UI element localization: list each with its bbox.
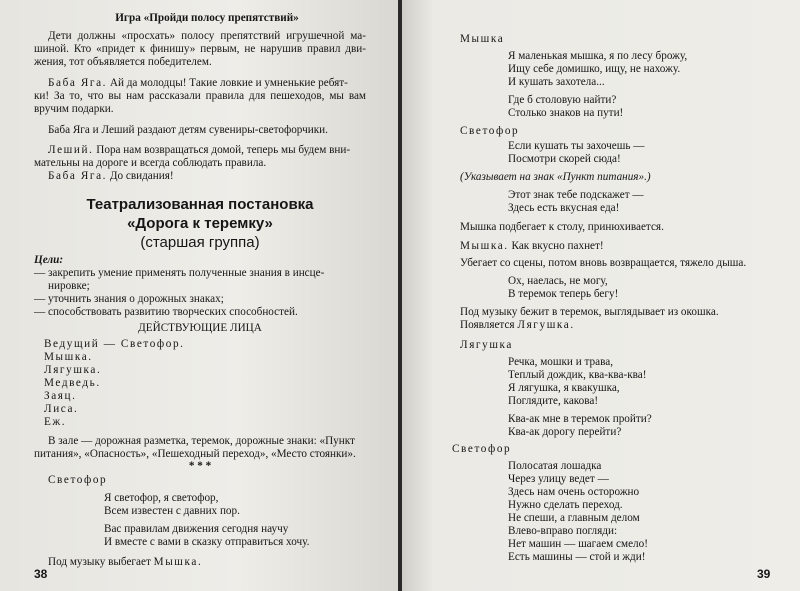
setting-line: питания», «Опасность», «Пешеходный переход», «Место стоянки». <box>34 448 356 460</box>
paragraph-line <box>48 170 174 183</box>
goal-item: — способствовать развитию творческих способностей. <box>34 306 298 318</box>
verse-line: Я маленькая мышка, я по лесу брожу, <box>508 50 688 62</box>
verse-line: Столько знаков на пути! <box>508 107 624 119</box>
speaker-name: Баба Яга. <box>48 170 108 182</box>
play-title: «Дорога к теремку» <box>127 215 273 232</box>
character-item: Заяц. <box>44 390 77 402</box>
stage-direction <box>460 319 575 332</box>
goals-label: Цели: <box>34 254 64 266</box>
verse-line: Влево-вправо погляди: <box>508 525 618 537</box>
page-number: 39 <box>757 567 771 581</box>
speaker-label: Лягушка <box>460 339 513 351</box>
page-number: 38 <box>34 567 48 581</box>
paragraph-line: вручим подарки. <box>34 103 114 115</box>
verse-line: Ищу себе домишко, ищу, не нахожу. <box>508 63 681 75</box>
paragraph-line: жения, тот объявляется победителем. <box>34 56 212 68</box>
speaker-label: Светофор <box>452 443 512 455</box>
verse-line: Речка, мошки и трава, <box>508 356 613 368</box>
verse-line: Через улицу ведет — <box>508 473 609 485</box>
character-item: Медведь. <box>44 377 101 389</box>
stage-direction <box>48 556 202 569</box>
verse-line: Всем известен с давних пор. <box>104 505 240 517</box>
verse-line: Здесь нам очень осторожно <box>508 486 640 498</box>
verse-line: Где б столовую найти? <box>508 94 617 106</box>
verse-line: Нет машин — шагаем смело! <box>508 538 648 550</box>
characters-title: ДЕЙСТВУЮЩИЕ ЛИЦА <box>138 322 262 334</box>
speaker-name: Лягушка. <box>517 319 575 331</box>
character-item: Лиса. <box>44 403 79 415</box>
stage-direction: Мышка подбегает к столу, принюхивается. <box>460 221 664 233</box>
speaker-label: Светофор <box>48 474 108 486</box>
right-page <box>402 0 800 591</box>
goal-item: — уточнить знания о дорожных знаках; <box>34 293 224 305</box>
stage-text: Появляется <box>460 319 515 331</box>
verse-line: Есть машины — стой и жди! <box>508 551 646 563</box>
verse-line: Поглядите, какова! <box>508 395 599 407</box>
speaker-name: Леший. <box>48 144 94 156</box>
speech-text: Пора нам возвращаться домой, теперь мы будем вни- <box>96 144 351 156</box>
character-item: Мышка. <box>44 351 93 363</box>
character-item: Еж. <box>44 416 67 428</box>
character-item: Лягушка. <box>44 364 102 376</box>
stage-text: Под музыку выбегает <box>48 556 151 568</box>
stage-direction: Под музыку бежит в теремок, выглядывает из окошка. <box>460 306 719 318</box>
stage-direction: (Указывает на знак «Пункт питания».) <box>460 171 651 183</box>
verse-line: Посмотри скорей сюда! <box>508 153 621 165</box>
play-heading: Театрализованная постановка <box>86 196 314 213</box>
verse-line: Если кушать ты захочешь — <box>508 140 645 152</box>
verse-line: И вместе с вами в сказку отправиться хочу. <box>104 536 310 548</box>
verse-line: Не спеши, а главным делом <box>508 512 640 524</box>
section-divider: * * * <box>188 460 212 472</box>
verse-line: Полосатая лошадка <box>508 460 602 472</box>
goal-item: нировке; <box>48 280 90 292</box>
paragraph-line <box>48 77 348 90</box>
speech-text: До свидания! <box>109 170 174 182</box>
speaker-name: Баба Яга. <box>48 77 108 89</box>
verse-line: Ква-ак мне в теремок пройти? <box>508 413 652 425</box>
play-group: (старшая группа) <box>140 234 260 251</box>
verse-line: В теремок теперь бегу! <box>508 288 619 300</box>
verse-line: Здесь есть вкусная еда! <box>508 202 620 214</box>
character-item: Ведущий — Светофор. <box>44 338 185 350</box>
paragraph-line: ки! За то, что вы нам рассказали правила для пешеходов, мы вам <box>34 90 366 102</box>
verse-line: Ква-ак дорогу перейти? <box>508 426 622 438</box>
verse-line: Теплый дождик, ква-ква-ква! <box>508 369 647 381</box>
left-page <box>0 0 398 591</box>
dialogue-line <box>460 240 604 253</box>
speaker-name: Мышка. <box>153 556 203 568</box>
speaker-label: Светофор <box>460 125 520 137</box>
game-title: Игра «Пройди полосу препятствий» <box>115 12 299 24</box>
verse-line: Я светофор, я светофор, <box>104 492 219 504</box>
paragraph-line: шиной. Кто «придет к финишу» первым, не нарушив правил дви- <box>34 43 366 55</box>
verse-line: Вас правилам движения сегодня научу <box>104 523 289 535</box>
speech-text: Как вкусно пахнет! <box>511 240 604 252</box>
verse-line: Этот знак тебе подскажет — <box>508 189 644 201</box>
stage-direction: Убегает со сцены, потом вновь возвращается, тяжело дыша. <box>460 257 747 269</box>
speaker-name: Мышка. <box>460 240 509 252</box>
paragraph-line: мательны на дороге и всегда соблюдать правила. <box>34 157 267 169</box>
paragraph-line <box>48 144 350 157</box>
setting-line: В зале — дорожная разметка, теремок, дорожные знаки: «Пункт <box>48 435 355 447</box>
paragraph-line: Дети должны «просхать» полосу препятствий игрушечной ма- <box>48 30 366 42</box>
goal-item: — закрепить умение применять полученные знания в инсце- <box>34 267 325 279</box>
verse-line: Ох, наелась, не могу, <box>508 275 608 287</box>
verse-line: Нужно сделать переход. <box>508 499 623 511</box>
verse-line: И кушать захотела... <box>508 76 605 88</box>
speech-text: Ай да молодцы! Такие ловкие и умненькие ребят- <box>109 77 348 89</box>
verse-line: Я лягушка, я квакушка, <box>508 382 620 394</box>
speaker-label: Мышка <box>460 33 505 45</box>
stage-direction: Баба Яга и Леший раздают детям сувениры-светофорчики. <box>48 124 328 136</box>
